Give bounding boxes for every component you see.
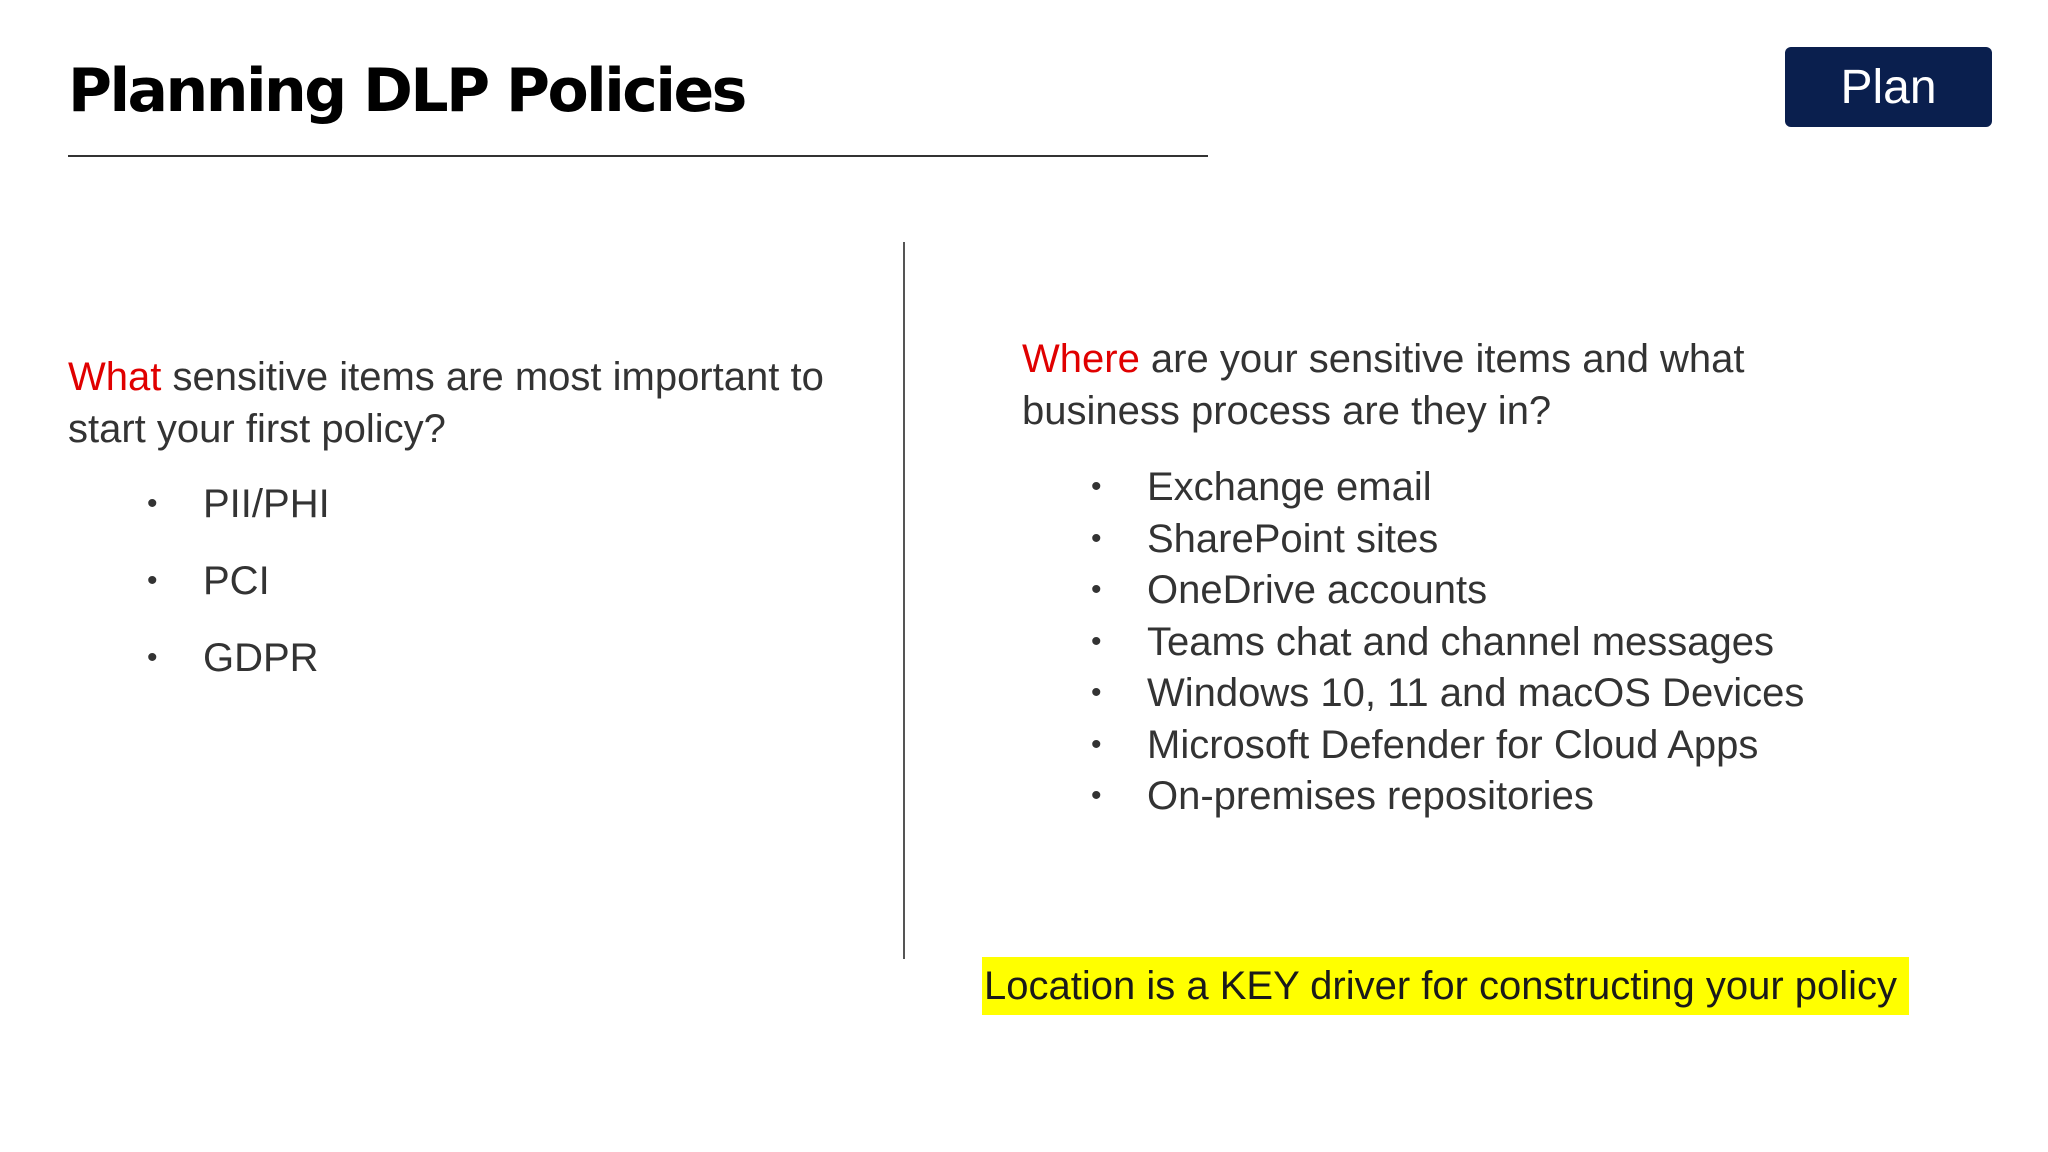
list-item-text: Exchange email	[1147, 465, 1432, 509]
list-item-text: SharePoint sites	[1147, 516, 1439, 561]
list-item-text: On-premises repositories	[1147, 774, 1594, 818]
list-item	[147, 553, 330, 630]
list-item	[1091, 513, 1804, 565]
list-item	[147, 630, 330, 707]
key-driver-callout: Location is a KEY driver for constructing your policy	[982, 957, 1909, 1015]
list-item	[1091, 564, 1804, 616]
bullet-icon: •	[147, 487, 158, 520]
bullet-icon: •	[1091, 779, 1102, 812]
list-item-text: Windows 10, 11 and macOS Devices	[1147, 671, 1805, 715]
list-item	[1091, 461, 1804, 513]
list-item-text: OneDrive accounts	[1147, 568, 1488, 612]
what-question-text: sensitive items are most important to start your first policy?	[68, 355, 824, 451]
bullet-icon: •	[1091, 573, 1102, 606]
title-underline	[68, 155, 1208, 157]
list-item-text: PII/PHI	[203, 482, 330, 526]
list-item-text: PCI	[203, 559, 270, 603]
list-item-text: GDPR	[203, 636, 319, 680]
list-item-text: Microsoft Defender for Cloud Apps	[1147, 722, 1759, 767]
bullet-icon: •	[1091, 521, 1102, 555]
list-item	[147, 476, 330, 553]
bullet-icon: •	[147, 641, 158, 674]
list-item	[1091, 667, 1805, 719]
where-question	[1022, 333, 1882, 437]
bullet-icon: •	[1091, 624, 1102, 658]
column-divider	[903, 242, 905, 959]
bullet-icon: •	[147, 564, 158, 597]
list-item	[1091, 616, 1804, 668]
locations-list	[1091, 461, 1805, 822]
bullet-icon: •	[1091, 470, 1102, 503]
sensitive-items-list	[147, 476, 330, 707]
where-question-text: are your sensitive items and what business process are they in?	[1022, 337, 1745, 433]
bullet-icon: •	[1091, 727, 1102, 761]
list-item	[1091, 719, 1804, 771]
list-item-text: Teams chat and channel messages	[1147, 619, 1775, 664]
what-accent-word: What	[68, 355, 162, 399]
list-item	[1091, 770, 1804, 822]
where-accent-word: Where	[1022, 337, 1140, 381]
what-question	[68, 351, 828, 455]
bullet-icon: •	[1091, 676, 1102, 709]
page-title: Planning DLP Policies	[68, 56, 745, 126]
plan-badge: Plan	[1785, 47, 1992, 127]
